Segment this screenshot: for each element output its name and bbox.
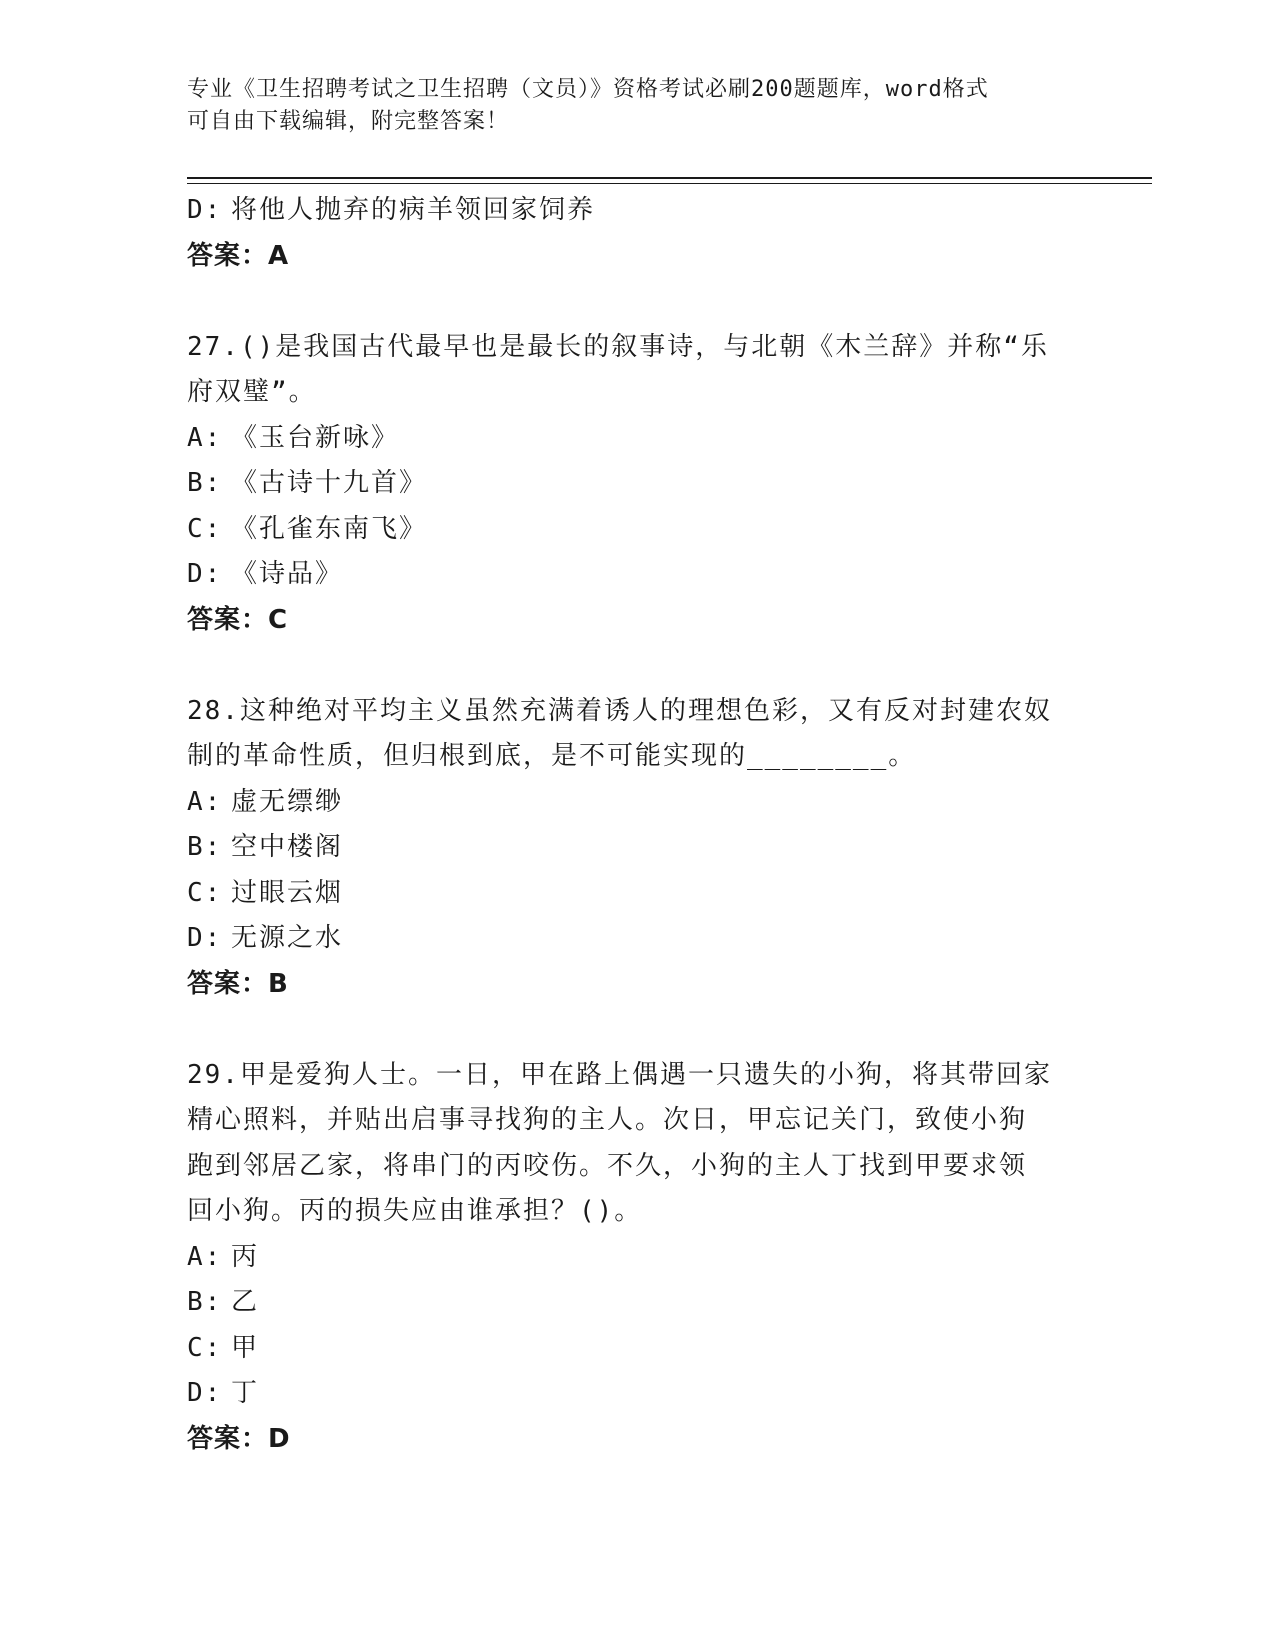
answer-line: 答案：A bbox=[187, 240, 290, 271]
stem-line: 29.甲是爱狗人士。一日，甲在路上偶遇一只遗失的小狗，将其带回家 bbox=[187, 1059, 1052, 1090]
option-text: 丁 bbox=[231, 1378, 260, 1408]
spacer bbox=[187, 643, 1087, 689]
option-text: 无源之水 bbox=[231, 923, 344, 953]
option-label: A: bbox=[187, 786, 223, 817]
option-b bbox=[187, 461, 1087, 507]
header-line-1: 专业《卫生招聘考试之卫生招聘（文员）》资格考试必刷200题题库，word格式 bbox=[187, 77, 989, 102]
option-label: A: bbox=[187, 422, 223, 453]
option-c bbox=[187, 507, 1087, 553]
option-text: 虚无缥缈 bbox=[231, 786, 344, 817]
spacer bbox=[187, 279, 1087, 325]
question-27 bbox=[187, 325, 1087, 644]
stem-line: 府双璧”。 bbox=[187, 377, 317, 407]
option-label: D: bbox=[187, 923, 223, 953]
option-c bbox=[187, 871, 1087, 917]
option-text: 空中楼阁 bbox=[231, 832, 344, 862]
question-29 bbox=[187, 1053, 1087, 1463]
option-label: A: bbox=[187, 1241, 223, 1272]
option-label: C: bbox=[187, 1332, 223, 1363]
option-text: 《玉台新咏》 bbox=[231, 422, 400, 453]
option-text: 《诗品》 bbox=[231, 559, 344, 589]
spacer bbox=[187, 1007, 1087, 1053]
stem-line: 27.()是我国古代最早也是最长的叙事诗，与北朝《木兰辞》并称“乐 bbox=[187, 331, 1049, 362]
option-a bbox=[187, 416, 1087, 462]
option-text: 过眼云烟 bbox=[231, 877, 344, 908]
option-a bbox=[187, 1235, 1087, 1281]
option-label: C: bbox=[187, 877, 223, 908]
question-stem bbox=[187, 1053, 1087, 1235]
stem-line: 精心照料，并贴出启事寻找狗的主人。次日，甲忘记关门，致使小狗 bbox=[187, 1105, 1028, 1135]
stem-line: 制的革命性质，但归根到底，是不可能实现的________。 bbox=[187, 741, 917, 771]
option-label: D: bbox=[187, 195, 223, 225]
option-c bbox=[187, 1326, 1087, 1372]
stem-line: 跑到邻居乙家，将串门的丙咬伤。不久，小狗的主人丁找到甲要求领 bbox=[187, 1150, 1028, 1181]
option-text: 《孔雀东南飞》 bbox=[231, 513, 428, 544]
option-text: 《古诗十九首》 bbox=[231, 468, 428, 498]
option-d bbox=[187, 1371, 1087, 1417]
document-header bbox=[187, 74, 1067, 138]
stem-line: 回小狗。丙的损失应由谁承担？()。 bbox=[187, 1196, 643, 1226]
answer-line: 答案：C bbox=[187, 604, 289, 635]
option-label: D: bbox=[187, 559, 223, 589]
header-divider-thick bbox=[187, 177, 1152, 179]
option-text: 将他人抛弃的病羊领回家饲养 bbox=[231, 195, 596, 225]
option-a bbox=[187, 780, 1087, 826]
header-line-2: 可自由下载编辑，附完整答案！ bbox=[187, 109, 510, 134]
answer-line: 答案：B bbox=[187, 968, 289, 999]
option-label: B: bbox=[187, 1287, 223, 1317]
stem-line: 28.这种绝对平均主义虽然充满着诱人的理想色彩，又有反对封建农奴 bbox=[187, 695, 1052, 726]
answer-line: 答案：D bbox=[187, 1423, 291, 1454]
option-label: B: bbox=[187, 468, 223, 498]
option-label: B: bbox=[187, 832, 223, 862]
option-b bbox=[187, 825, 1087, 871]
option-d bbox=[187, 552, 1087, 598]
header-divider-thin bbox=[187, 183, 1152, 184]
option-text: 丙 bbox=[231, 1241, 260, 1272]
option-d bbox=[187, 188, 1087, 234]
option-text: 乙 bbox=[231, 1287, 260, 1317]
option-text: 甲 bbox=[231, 1332, 260, 1363]
question-stem bbox=[187, 689, 1087, 780]
option-label: D: bbox=[187, 1378, 223, 1408]
question-list bbox=[187, 188, 1087, 1462]
option-b bbox=[187, 1280, 1087, 1326]
option-label: C: bbox=[187, 513, 223, 544]
option-d bbox=[187, 916, 1087, 962]
question-stem bbox=[187, 325, 1087, 416]
question-28 bbox=[187, 689, 1087, 1008]
